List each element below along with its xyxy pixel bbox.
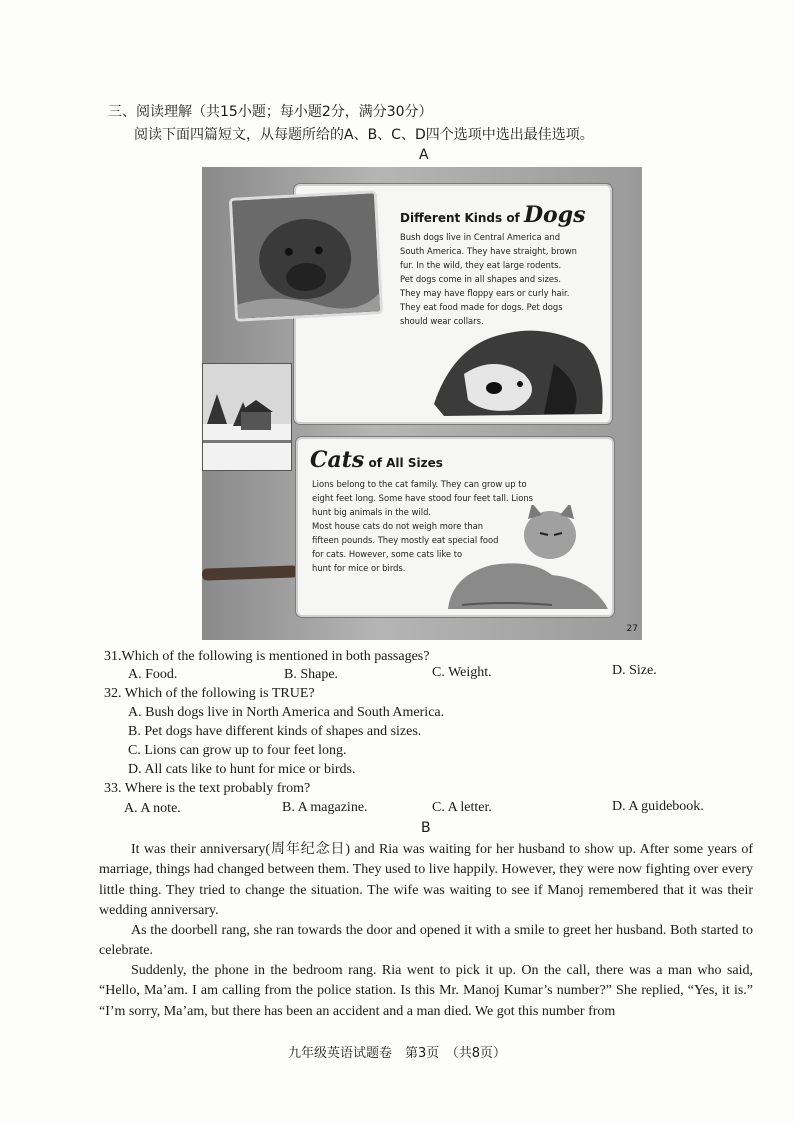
q32-option-a: A. Bush dogs live in North America and South America. [128, 705, 445, 720]
cat-illustration [442, 505, 612, 613]
page-footer: 九年级英语试题卷 第3页 （共8页） [287, 1046, 507, 1061]
dogs-card-text: Bush dogs live in Central America and South America. They have straight, brown fur. In the wild, they eat large rodents. Pet dogs come in all shapes and sizes. They may have floppy ears or curly hair. They eat food made for dogs. Pet dogs should wear collars. [400, 232, 577, 326]
q31-option-b: B. Shape. [284, 667, 339, 682]
figure-page-number: 27 [626, 624, 638, 634]
q33-option-c: C. A letter. [432, 800, 492, 815]
q32-option-c: C. Lions can grow up to four feet long. [128, 743, 347, 758]
section-title: 三、阅读理解（共15小题；每小题2分，满分30分） [108, 104, 433, 120]
q33-option-b: B. A magazine. [282, 800, 368, 815]
house-photo [202, 363, 292, 471]
question-32-stem: 32. Which of the following is TRUE? [104, 686, 315, 701]
dogs-card [294, 184, 612, 424]
dogs-card-title [400, 202, 586, 228]
passage-a-label: A [419, 147, 429, 163]
q32-option-b: B. Pet dogs have different kinds of shapes and sizes. [128, 724, 422, 739]
q32-option-d: D. All cats like to hunt for mice or birds. [128, 762, 356, 777]
cats-title-big: Cats [310, 447, 365, 473]
q31-option-d: D. Size. [612, 663, 657, 678]
passage-a-figure [202, 167, 642, 640]
section-instruction: 阅读下面四篇短文，从每题所给的A、B、C、D四个选项中选出最佳选项。 [134, 127, 594, 143]
cats-card [296, 437, 614, 617]
passage-b-paragraph-1: It was their anniversary(周年纪念日) and Ria was waiting for her husband to show up. After some years of marriage, things had changed between them. They used to live happily. However, they were now fighting over every little thing. They tried to change the situation. The wife was waiting to see if Manoj remembered that it was their wedding anniversary. [99, 842, 753, 918]
passage-b-label: B [421, 820, 431, 836]
cats-card-title [310, 447, 443, 473]
cats-title-suffix: of All Sizes [368, 456, 443, 470]
q33-option-a: A. A note. [124, 801, 181, 816]
question-31-stem: 31.Which of the following is mentioned in both passages? [104, 649, 430, 664]
question-33-stem: 33. Where is the text probably from? [104, 781, 311, 796]
q31-option-c: C. Weight. [432, 665, 492, 680]
q31-option-a: A. Food. [128, 667, 178, 682]
passage-b-paragraph-3: Suddenly, the phone in the bedroom rang. Ria went to pick it up. On the call, there was a man who said, “Hello, Ma’am. I am calling from the police station. Is this Mr. Manoj Kumar’s number?” She replied, “Yes, it is.” “I’m sorry, Ma’am, but there has been an accident and a man died. We got this number from [99, 963, 753, 1019]
pet-dog-illustration [424, 304, 610, 422]
q33-option-d: D. A guidebook. [612, 799, 704, 814]
cats-card-text: Lions belong to the cat family. They can grow up to eight feet long. Some have stood four feet tall. Lions hunt big animals in the wild. Most house cats do not weigh more than fifteen pounds. They mostly eat special food for cats. However, some cats like to hunt for mice or birds. [312, 479, 534, 573]
dogs-title-prefix: Different Kinds of [400, 211, 520, 225]
passage-b-paragraph-2: As the doorbell rang, she ran towards the door and opened it with a smile to greet her husband. Both started to celebrate. [99, 923, 753, 959]
bush-dog-photo [229, 190, 383, 322]
dogs-title-big: Dogs [523, 202, 586, 228]
